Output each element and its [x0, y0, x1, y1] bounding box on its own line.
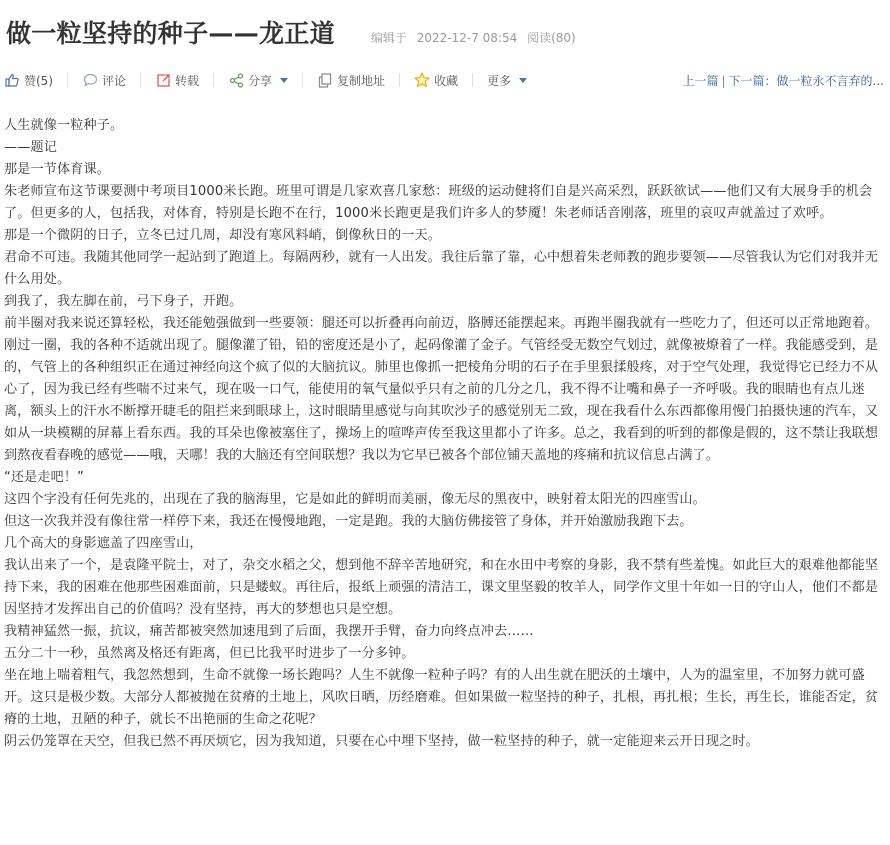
like-button[interactable]	[4, 72, 53, 89]
share-nodes-icon	[228, 72, 244, 88]
article-paragraph: 刚过一圈，我的各种不适就出现了。腿像灌了铅，铅的密度还是小了，起码像灌了金子。气管经受无数空气划过，就像被燎着了一样。我能感受到，是的，气管上的各种组织正在通过神经向这个疯了似的大脑抗议。肺里也像抓一把棱角分明的石子在手里狠揉般疼，对于空气处理，我觉得它已经力不从心了，因为我已经有些喘不过来气，现在吸一口气，能使用的氧气量似乎只有之前的几分之几，我不得不让嘴和鼻子一齐呼吸。我的眼睛也有点儿迷离，额头上的汗水不断撑开睫毛的阻拦来到眼球上，这时眼睛里感觉与向其吹沙子的感觉别无二致，现在我看什么东西都像用慢门拍摄快速的汽车，又如从一块模糊的屏幕上看东西。我的耳朵也像被塞住了，操场上的喧哗声传至我这里都小了许多。总之，我看到的听到的都像是假的，这不禁让我联想到熬夜看春晚的感觉——哦，天哪！我的大脑还有空间联想？我以为它早已被各个部位铺天盖地的疼痛和抗议信息占满了。	[4, 338, 879, 463]
thumbs-up-icon	[4, 72, 20, 88]
favorite-label: 收藏	[434, 73, 459, 88]
article-body	[4, 115, 882, 753]
article-meta	[371, 29, 582, 46]
article-paragraph: 那是一节体育课。	[4, 162, 110, 177]
article-paragraph: 但这一次我并没有像往常一样停下来，我还在慢慢地跑，一定是跑。我的大脑仿佛接管了身体，并开始激励我跑下去。	[4, 514, 693, 529]
article-paragraph: 这四个字没有任何先兆的，出现在了我的脑海里，它是如此的鲜明而美丽，像无尽的黑夜中，映射着太阳光的四座雪山。	[4, 492, 706, 507]
article-paragraph: 几个高大的身影遮盖了四座雪山，	[4, 536, 203, 551]
article-paragraph: 我精神猛然一振，抗议，痛苦都被突然加速甩到了后面，我摆开手臂，奋力向终点冲去……	[4, 624, 534, 639]
speech-bubble-icon	[82, 72, 98, 88]
edit-timestamp: 2022-12-7 08:54	[416, 31, 518, 45]
copy-icon	[317, 72, 333, 88]
nav-divider: |	[721, 73, 726, 88]
article-paragraph: 阴云仍笼罩在天空，但我已然不再厌烦它，因为我知道，只要在心中埋下坚持，做一粒坚持的种子，就一定能迎来云开日现之时。	[4, 734, 759, 749]
star-icon	[414, 72, 430, 88]
repost-button[interactable]	[155, 72, 199, 89]
toolbar-divider	[302, 73, 303, 87]
favorite-button[interactable]	[414, 72, 458, 89]
article-paragraph: 坐在地上喘着粗气，我忽然想到，生命不就像一场长跑吗？人生不就像一粒种子吗？有的人出生就在肥沃的土壤中，人为的温室里，不加努力就可盛开。这只是极少数。大部分人都被抛在贫瘠的土地上，风吹日晒，历经磨难。但如果做一粒坚持的种子，扎根，再扎根；生长，再生长，谁能否定，贫瘠的土地，丑陋的种子，就长不出艳丽的生命之花呢？	[4, 668, 879, 727]
toolbar-divider	[140, 73, 141, 87]
copy-address-label: 复制地址	[337, 73, 386, 88]
chevron-down-icon	[280, 78, 288, 83]
next-post-link[interactable]: 下一篇：做一粒永不言弃的...	[728, 73, 884, 88]
post-navigation	[682, 72, 884, 89]
article-paragraph: 朱老师宣布这节课要测中考项目1000米长跑。班里可谓是几家欢喜几家愁：班级的运动健将们自是兴高采烈，跃跃欲试——他们又有大展身手的机会了。但更多的人，包括我，对体育，特别是长跑不在行，1000米长跑更是我们许多人的梦魇！朱老师话音刚落，班里的哀叹声就盖过了欢呼。	[4, 184, 873, 221]
repost-icon	[155, 72, 171, 88]
action-toolbar	[4, 69, 884, 91]
toolbar-divider	[213, 73, 214, 87]
repost-label: 转载	[175, 73, 200, 88]
chevron-down-icon	[519, 78, 527, 83]
toolbar-divider	[399, 73, 400, 87]
edited-label: 编辑于	[370, 31, 407, 45]
article-paragraph: 人生就像一粒种子。	[4, 118, 124, 133]
prev-post-link[interactable]: 上一篇	[682, 73, 719, 88]
article-paragraph: 到我了，我左脚在前，弓下身子，开跑。	[4, 294, 243, 309]
article-paragraph: 五分二十一秒，虽然离及格还有距离，但已比我平时进步了一分多钟。	[4, 646, 415, 661]
toolbar-divider	[472, 73, 473, 87]
article-paragraph: 君命不可违。我随其他同学一起站到了跑道上。每隔两秒，就有一人出发。我往后靠了靠，心中想着朱老师教的跑步要领——尽管我认为它们对我并无什么用处。	[4, 250, 879, 287]
toolbar-divider	[67, 73, 68, 87]
article-paragraph: 前半圈对我来说还算轻松，我还能勉强做到一些要领：腿还可以折叠再向前迈，胳膊还能摆起来。再跑半圈我就有一些吃力了，但还可以正常地跑着。	[4, 316, 879, 331]
comment-button[interactable]	[82, 72, 126, 89]
article-paragraph: 我认出来了一个，是袁隆平院士，对了，杂交水稻之父，想到他不辞辛苦地研究，和在水田中考察的身影，我不禁有些羞愧。如此巨大的艰难他都能坚持下来，我的困难在他那些困难面前，只是蝼蚁。再往后，报纸上顽强的清洁工，课文里坚毅的牧羊人，同学作文里十年如一日的守山人，他们不都是因坚持才发挥出自己的价值吗？没有坚持，再大的梦想也只是空想。	[4, 558, 879, 617]
like-count-label: 赞(5)	[24, 73, 53, 88]
read-count: 阅读(80)	[527, 31, 576, 45]
more-label: 更多	[487, 73, 512, 88]
copy-address-button[interactable]	[317, 72, 385, 89]
share-button[interactable]	[228, 72, 288, 89]
article-title: 做一粒坚持的种子——龙正道	[6, 19, 335, 48]
comment-label: 评论	[102, 73, 127, 88]
more-button[interactable]	[487, 72, 527, 89]
article-header	[6, 14, 884, 54]
article-paragraph: “还是走吧！”	[4, 470, 85, 485]
article-paragraph: 那是一个微阴的日子，立冬已过几周，却没有寒风料峭，倒像秋日的一天。	[4, 228, 442, 243]
share-label: 分享	[248, 73, 273, 88]
article-paragraph: ——题记	[4, 140, 57, 155]
